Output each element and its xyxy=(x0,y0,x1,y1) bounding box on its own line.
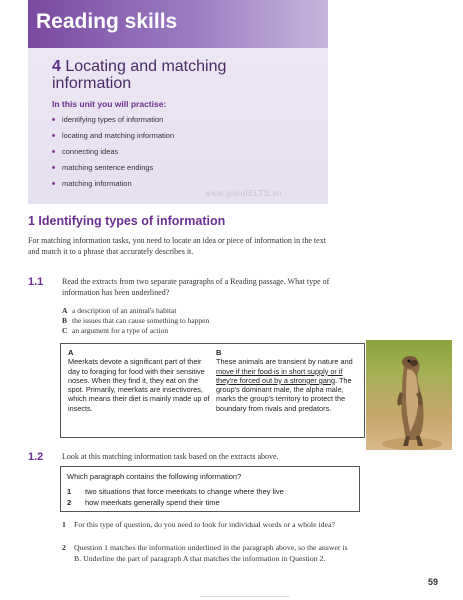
extract-b-heading: B xyxy=(216,348,222,357)
practise-item: matching information xyxy=(52,178,174,194)
extract-a-text: Meerkats devote a significant part of their day to foraging for food with their sensitive noses. When they find it, they eat on the spot. Primarily, meerkats are insectivores, which means their diet is mainly made up of insects. xyxy=(68,357,210,413)
practise-label: In this unit you will practise: xyxy=(52,99,167,109)
question-1: 1 For this type of question, do you need to look for individual words or a whole idea? xyxy=(62,520,335,529)
matching-task-box xyxy=(60,466,360,512)
practise-list xyxy=(52,114,174,194)
section1-title: 1 Identifying types of information xyxy=(28,214,226,228)
task-question: Which paragraph contains the following information? xyxy=(67,472,242,481)
extract-a-heading: A xyxy=(68,348,74,357)
practise-item: connecting ideas xyxy=(52,146,174,162)
options-list xyxy=(62,306,209,336)
unit-title-text: Locating and matching information xyxy=(52,58,227,92)
extract-a xyxy=(68,348,214,413)
extracts-box xyxy=(60,343,365,438)
task-item-2: 2 how meerkats generally spend their time xyxy=(67,498,220,507)
unit-title xyxy=(52,58,302,92)
meerkat-illustration xyxy=(366,340,452,450)
option-a: A a description of an animal's habitat xyxy=(62,306,177,315)
extract-b xyxy=(216,348,362,413)
section1-intro: For matching information tasks, you need to locate an idea or piece of information in the text and match it to a phrase that accurately describes it. xyxy=(28,236,326,256)
practise-item: identifying types of information xyxy=(52,114,174,130)
practise-item: locating and matching information xyxy=(52,130,174,146)
footer-line xyxy=(200,596,290,597)
exercise-1-2-number: 1.2 xyxy=(28,451,44,463)
extract-b-text: These animals are transient by nature and move if their food is in short supply or if they're forced out by a stronger gang. The group's dominant male, the alpha male, marks the group's territory to protect the boundary from rivals and predators. xyxy=(216,357,353,413)
question-2: 2 Question 1 matches the information underlined in the paragraph above, so the answer is B. Underline the part of paragraph A that matches the information in Question 2. xyxy=(62,543,348,563)
practise-item: matching sentence endings xyxy=(52,162,174,178)
option-c: C an argument for a type of action xyxy=(62,326,169,335)
exercise-1-1-instruction: Read the extracts from two separate paragraphs of a Reading passage. What type of information has been underlined? xyxy=(62,277,330,297)
page-number: 59 xyxy=(428,577,439,587)
unit-number: 4 xyxy=(52,58,61,75)
meerkat-photo xyxy=(366,340,452,450)
exercise-1-2-instruction: Look at this matching information task based on the extracts above. xyxy=(62,452,279,461)
task-item-1: 1 two situations that force meerkats to change where they live xyxy=(67,487,284,496)
watermark: www.giaiuIELTS.vn xyxy=(205,189,282,198)
section-title: Reading skills xyxy=(36,10,178,33)
exercise-1-1-number: 1.1 xyxy=(28,276,44,288)
underlined-phrase: move if their food is in short supply or if they're forced out by a stronger gang xyxy=(216,366,343,385)
option-b: B the issues that can cause something to happen xyxy=(62,316,210,325)
